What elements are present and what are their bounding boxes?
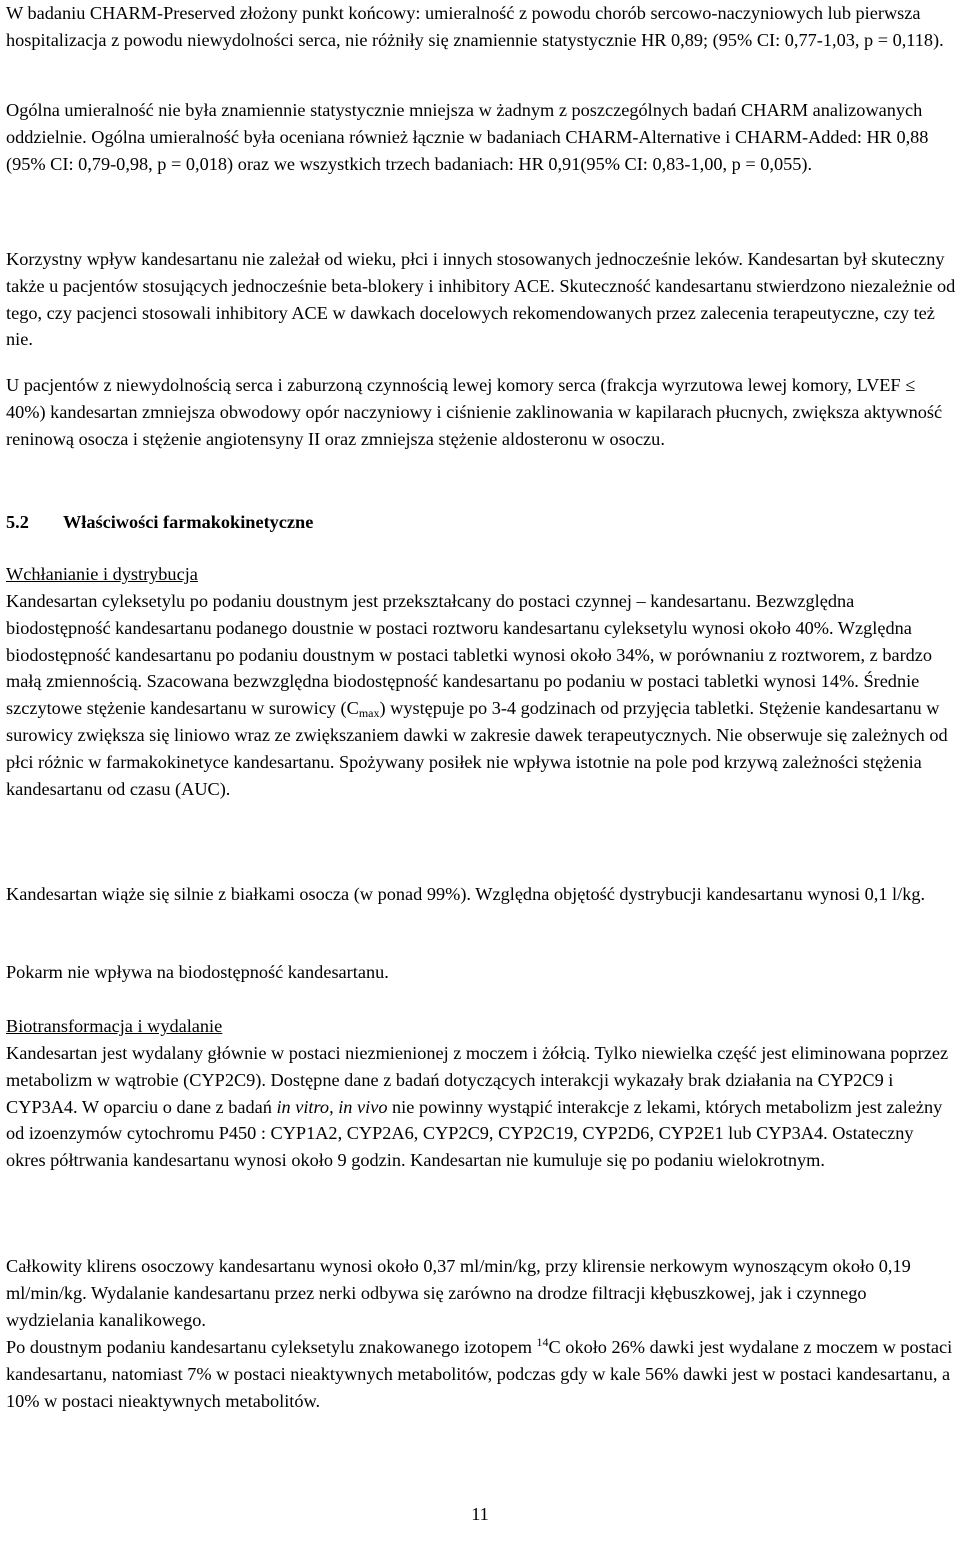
lvef-text-b: 40%) kandesartan zmniejsza obwodowy opór naczyniowy i ciśnienie zaklinowania w kapilarach płucnych, zwiększa aktywność reninową osocza i stężenie angiotensyny II oraz zmniejsza stężenie aldosteronu w osoczu.	[6, 401, 943, 449]
absorption-text-a: Kandesartan cyleksetylu po podaniu doustnym jest przekształcany do postaci czynnej – kandesartanu. Bezwzględna biodostępność kandesartanu podanego doustnie w postaci roztworu kandesartanu cyleksetylu wynosi około 40%. Względna biodostępność kandesartanu po podaniu doustnym w postaci tabletki wynosi około 34%, w porównaniu z roztworem, z bardzo małą zmiennością. Szacowana bezwzględna biodostępność kandesartanu po podaniu w postaci tabletki wynosi 14%. Średnie szczytowe stężenie kandesartanu w surowicy (C	[6, 591, 933, 719]
cmax-subscript: max	[358, 706, 380, 721]
page-number: 11	[471, 1504, 489, 1524]
paragraph-food: Pokarm nie wpływa na biodostępność kandesartanu.	[6, 962, 389, 982]
section-number: 5.2	[6, 512, 29, 532]
in-vitro-in-vivo: in vitro, in vivo	[276, 1096, 388, 1117]
less-equal-symbol: ≤	[905, 375, 916, 395]
absorption-text-b: ) występuje po 3-4 godzinach od przyjęcia tabletki. Stężenie kandesartanu w surowicy zwiększa się liniowo wraz ze zwiększaniem dawki w zakresie dawek terapeutycznych. Nie obserwuje się zależnych od płci różnic w farmakokinetyce kandesartanu. Spożywany posiłek nie wpływa istotnie na pole pod krzywą zależności stężenia kandesartanu od czasu (AUC).	[6, 698, 948, 799]
paragraph-isotope	[6, 1334, 956, 1414]
paragraph-protein-binding: Kandesartan wiąże się silnie z białkami osocza (w ponad 99%). Względna objętość dystrybucji kandesartanu wynosi 0,1 l/kg.	[6, 884, 926, 904]
paragraph-biotransformation	[6, 1040, 956, 1174]
paragraph-lvef	[6, 372, 956, 452]
section-title: Właściwości farmakokinetyczne	[63, 512, 314, 532]
lvef-text-a: U pacjentów z niewydolnością serca i zaburzoną czynnością lewej komory serca (frakcja wyrzutowa lewej komory, LVEF	[6, 375, 906, 395]
biotransformation-text-b: nie powinny wystąpić interakcje z lekami, których metabolizm jest zależny od izoenzymów cytochromu P450 : CYP1A2, CYP2A6, CYP2C9, CYP2C19, CYP2D6, CYP2E1 lub CYP3A4. Ostateczny okres półtrwania kandesartanu wynosi około 9 godzin. Kandesartan nie kumuluje się po podaniu wielokrotnym.	[6, 1096, 943, 1171]
section-heading	[6, 509, 313, 536]
isotope-text-a: Po doustnym podaniu kandesartanu cyleksetylu znakowanego izotopem	[6, 1337, 537, 1357]
paragraph-charm-preserved: W badaniu CHARM-Preserved złożony punkt końcowy: umieralność z powodu chorób sercowo-naczyniowych lub pierwsza hospitalizacja z powodu niewydolności serca, nie różniły się znamiennie statystycznie HR 0,89; (95% CI: 0,77-1,03, p = 0,118).	[6, 3, 944, 50]
paragraph-overall-mortality: Ogólna umieralność nie była znamiennie statystycznie mniejsza w żadnym z poszczególnych badań CHARM analizowanych oddzielnie. Ogólna umieralność była oceniana również łącznie w badaniach CHARM-Alternative i CHARM-Added: HR 0,88 (95% CI: 0,79-0,98, p = 0,018) oraz we wszystkich trzech badaniach: HR 0,91(95% CI: 0,83-1,00, p = 0,055).	[6, 100, 929, 174]
subheading-absorption: Wchłanianie i dystrybucja	[6, 564, 198, 584]
paragraph-absorption	[6, 588, 956, 802]
subheading-biotransformation: Biotransformacja i wydalanie	[6, 1016, 223, 1036]
biotransformation-text-a: Kandesartan jest wydalany głównie w postaci niezmienionej z moczem i żółcią. Tylko niewielka część jest eliminowana poprzez metabolizm w wątrobie (CYP2C9). Dostępne dane z badań dotyczących interakcji wykazały brak działania na CYP2C9 i CYP3A4. W oparciu o dane z badań	[6, 1043, 949, 1117]
isotope-superscript: 14	[536, 1335, 549, 1349]
paragraph-beneficial-effect: Korzystny wpływ kandesartanu nie zależał od wieku, płci i innych stosowanych jednocześnie leków. Kandesartan był skuteczny także u pacjentów stosujących jednocześnie beta-blokery i inhibitory ACE. Skuteczność kandesartanu stwierdzono niezależnie od tego, czy pacjenci stosowali inhibitory ACE w dawkach docelowych rekomendowanych przez zalecenia terapeutyczne, czy też nie.	[6, 249, 956, 350]
isotope-text-b: C około 26% dawki jest wydalane z moczem w postaci kandesartanu, natomiast 7% w postaci nieaktywnych metabolitów, podczas gdy w kale 56% dawki jest w postaci kandesartanu, a 10% w postaci nieaktywnych metabolitów.	[6, 1337, 953, 1411]
paragraph-clearance: Całkowity klirens osoczowy kandesartanu wynosi około 0,37 ml/min/kg, przy klirensie nerkowym wynoszącym około 0,19 ml/min/kg. Wydalanie kandesartanu przez nerki odbywa się zarówno na drodze filtracji kłębuszkowej, jak i czynnego wydzielania kanalikowego.	[6, 1256, 911, 1330]
